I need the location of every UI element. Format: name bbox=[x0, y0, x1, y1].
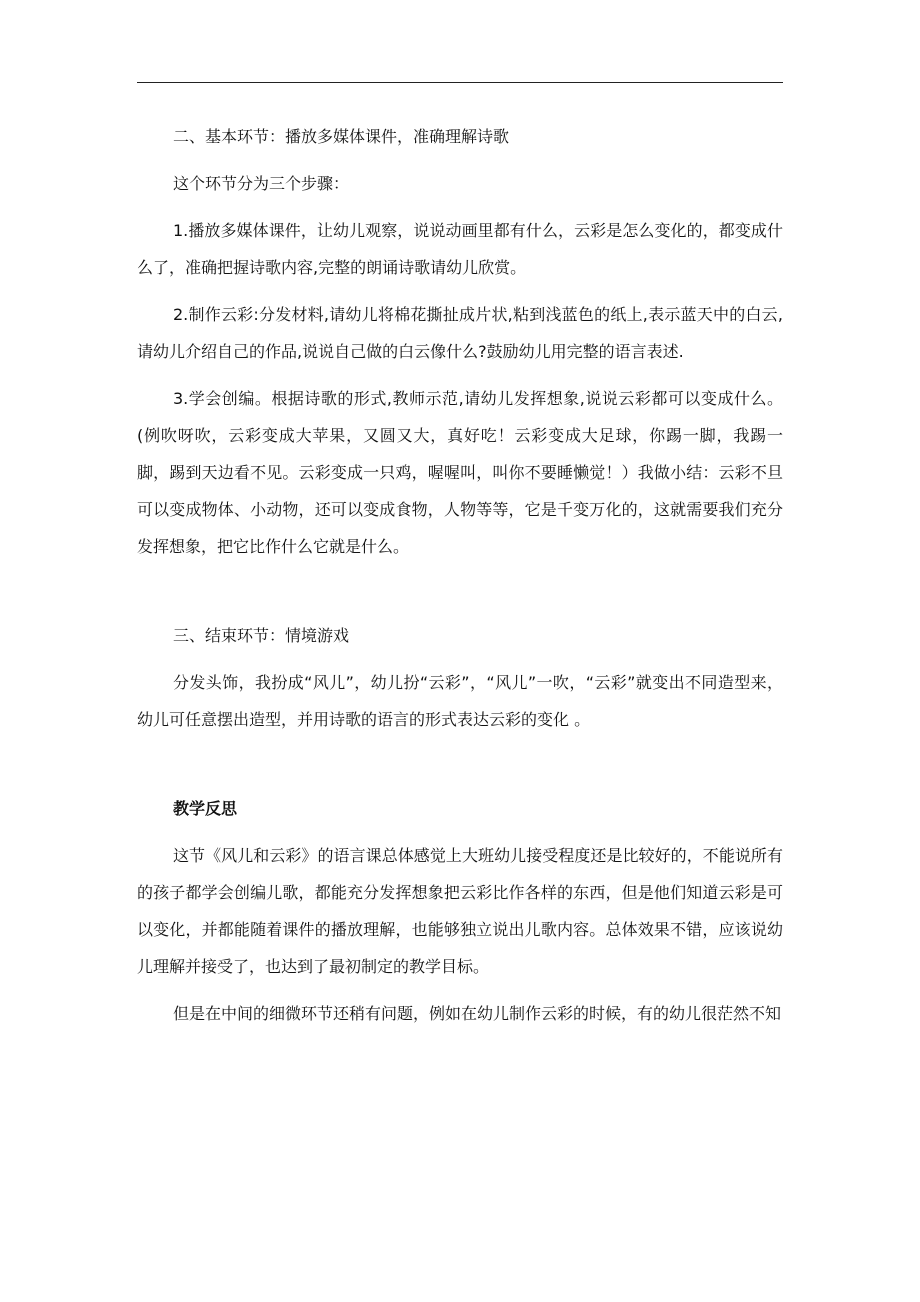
section-heading-basic: 二、基本环节：播放多媒体课件，准确理解诗歌 bbox=[173, 127, 510, 146]
reflection-paragraph-1: 这节《风儿和云彩》的语言课总体感觉上大班幼儿接受程度还是比较好的，不能说所有的孩子都学会创编儿歌，都能充分发挥想象把云彩比作各样的东西，但是他们知道云彩是可以变化，并都能随着课件的播放理解，也能够独立说出儿歌内容。总体效果不错，应该说幼儿理解并接受了，也达到了最初制定的教学目标。 bbox=[137, 846, 783, 976]
step-3-paragraph: 3.学会创编。根据诗歌的形式,教师示范,请幼儿发挥想象,说说云彩都可以变成什么。(例吹呀吹，云彩变成大苹果，又圆又大，真好吃！云彩变成大足球，你踢一脚，我踢一脚，踢到天边看不见。云彩变成一只鸡，喔喔叫，叫你不要睡懒觉！）我做小结：云彩不旦可以变成物体、小动物，还可以变成食物，人物等等，它是千变万化的，这就需要我们充分发挥想象，把它比作什么它就是什么。 bbox=[137, 389, 783, 556]
header-rule bbox=[137, 82, 783, 83]
step-2-paragraph: 2.制作云彩:分发材料,请幼儿将棉花撕扯成片状,粘到浅蓝色的纸上,表示蓝天中的白云,请幼儿介绍自己的作品,说说自己做的白云像什么?鼓励幼儿用完整的语言表述. bbox=[137, 305, 783, 361]
reflection-paragraph-2: 但是在中间的细微环节还稍有问题，例如在幼儿制作云彩的时候，有的幼儿很茫然不知 bbox=[173, 1004, 782, 1023]
step-1-paragraph: 1.播放多媒体课件，让幼儿观察，说说动画里都有什么，云彩是怎么变化的，都变成什么了，准确把握诗歌内容,完整的朗诵诗歌请幼儿欣赏。 bbox=[137, 221, 783, 277]
ending-paragraph: 分发头饰，我扮成“风儿”，幼儿扮“云彩”，“风儿”一吹，“云彩”就变出不同造型来，幼儿可任意摆出造型，并用诗歌的语言的形式表达云彩的变化 。 bbox=[137, 673, 783, 729]
section-heading-reflection: 教学反思 bbox=[173, 799, 238, 818]
basic-intro: 这个环节分为三个步骤： bbox=[173, 174, 350, 193]
section-heading-ending: 三、结束环节：情境游戏 bbox=[173, 626, 350, 645]
document-body bbox=[137, 118, 783, 1032]
